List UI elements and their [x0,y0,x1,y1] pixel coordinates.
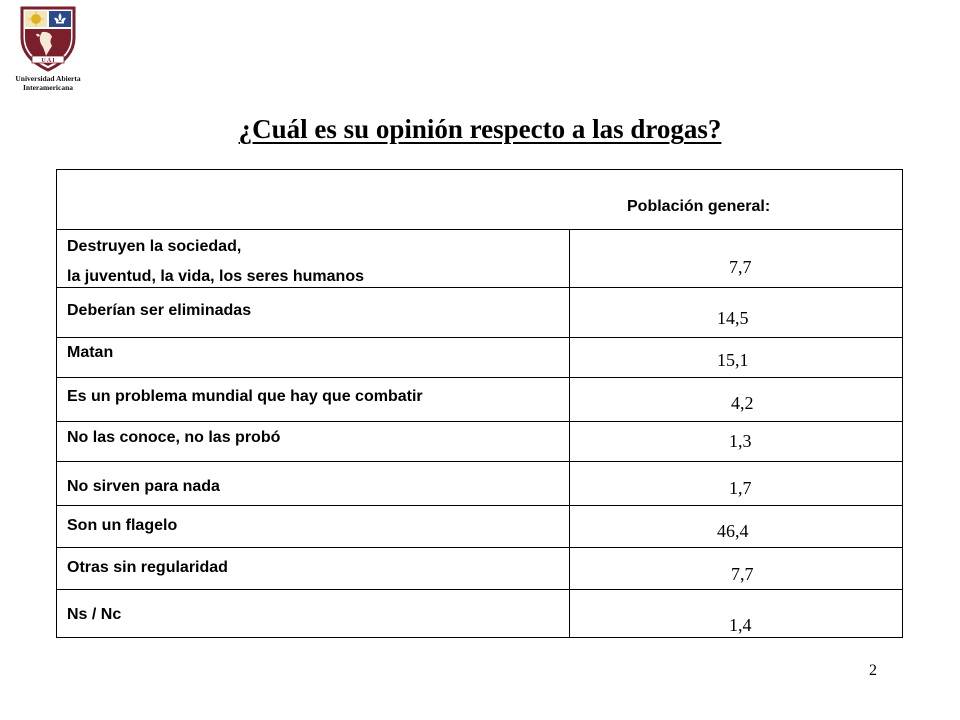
row-label-destruyen: Destruyen la sociedad, [67,238,242,255]
row-value-ns-nc: 1,4 [729,615,752,635]
row-divider [57,421,902,422]
row-divider [57,461,902,462]
row-label-otras: Otras sin regularidad [67,559,228,576]
row-divider [57,229,902,230]
row-value-problema-mundial: 4,2 [731,393,754,413]
row-label-matan: Matan [67,344,114,361]
row-value-no-conoce: 1,3 [729,431,752,451]
university-logo [8,4,88,96]
row-value-otras: 7,7 [731,564,754,584]
column-divider [569,230,570,637]
row-divider [57,547,902,548]
row-divider [57,589,902,590]
row-value-destruyen: 7,7 [729,257,752,277]
row-divider [57,377,902,378]
column-header: Población general: [627,198,771,215]
results-table [56,169,903,638]
row-label-problema-mundial: Es un problema mundial que hay que combatir [67,388,423,405]
row-label-flagelo: Son un flagelo [67,517,178,534]
row-value-eliminadas: 14,5 [717,308,749,328]
logo-line2: Interamericana [23,83,73,92]
row-label-destruyen-line2: la juventud, la vida, los seres humanos [67,268,364,285]
row-label-eliminadas: Deberían ser eliminadas [67,302,252,319]
row-label-no-sirven: No sirven para nada [67,478,220,495]
row-value-no-sirven: 1,7 [729,478,752,498]
row-value-matan: 15,1 [717,350,749,370]
logo-line1: Universidad Abierta [15,74,81,83]
page-number: 2 [869,662,877,679]
row-divider [57,505,902,506]
row-label-ns-nc: Ns / Nc [67,606,122,623]
logo-letters: U A I [41,58,55,64]
row-divider [57,337,902,338]
row-label-no-conoce: No las conoce, no las probó [67,429,281,446]
university-crest-icon [8,4,88,74]
row-value-flagelo: 46,4 [717,521,749,541]
page-title: ¿Cuál es su opinión respecto a las drogas? [238,114,722,144]
